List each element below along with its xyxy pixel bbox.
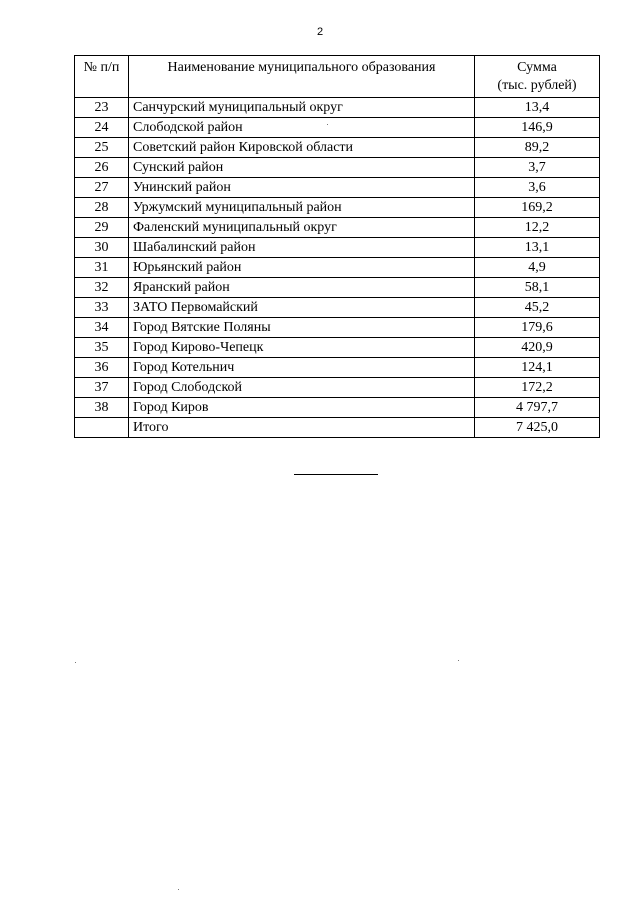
row-number-cell: 28 xyxy=(75,198,129,218)
row-number-cell: 24 xyxy=(75,118,129,138)
table-row xyxy=(75,218,600,238)
table-row xyxy=(75,158,600,178)
municipality-name-cell: Юрьянский район xyxy=(129,258,475,278)
allocation-table xyxy=(74,55,600,438)
municipality-name-cell: Город Котельнич xyxy=(129,358,475,378)
municipality-name-cell: Унинский район xyxy=(129,178,475,198)
row-number-cell: 34 xyxy=(75,318,129,338)
table-row xyxy=(75,338,600,358)
sum-cell: 124,1 xyxy=(475,358,600,378)
table-row xyxy=(75,318,600,338)
table-row xyxy=(75,398,600,418)
table-row xyxy=(75,278,600,298)
sum-cell: 12,2 xyxy=(475,218,600,238)
row-number-cell: 25 xyxy=(75,138,129,158)
row-number-cell: 35 xyxy=(75,338,129,358)
sum-cell: 169,2 xyxy=(475,198,600,218)
header-sum xyxy=(475,56,600,98)
sum-cell: 4,9 xyxy=(475,258,600,278)
table-row xyxy=(75,358,600,378)
municipality-name-cell: ЗАТО Первомайский xyxy=(129,298,475,318)
sum-cell: 146,9 xyxy=(475,118,600,138)
row-number-cell: 32 xyxy=(75,278,129,298)
table-total-row xyxy=(75,418,600,438)
municipality-name-cell: Фаленский муниципальный округ xyxy=(129,218,475,238)
municipality-name-cell: Шабалинский район xyxy=(129,238,475,258)
row-number-cell: 37 xyxy=(75,378,129,398)
row-number-cell: 30 xyxy=(75,238,129,258)
municipality-name-cell: Город Вятские Поляны xyxy=(129,318,475,338)
scan-speck xyxy=(327,124,328,125)
row-number-cell: 36 xyxy=(75,358,129,378)
scan-speck xyxy=(178,889,179,890)
sum-cell: 7 425,0 xyxy=(475,418,600,438)
table-row xyxy=(75,298,600,318)
row-number-cell: 26 xyxy=(75,158,129,178)
scan-speck xyxy=(458,660,459,661)
municipality-name-cell: Санчурский муниципальный округ xyxy=(129,98,475,118)
scan-speck xyxy=(75,662,76,663)
sum-cell: 89,2 xyxy=(475,138,600,158)
municipality-name-cell: Советский район Кировской области xyxy=(129,138,475,158)
page-number: 2 xyxy=(316,26,324,38)
header-number: № п/п xyxy=(75,56,129,98)
separator-line xyxy=(294,474,378,475)
row-number-cell: 38 xyxy=(75,398,129,418)
row-number-cell xyxy=(75,418,129,438)
table-row xyxy=(75,378,600,398)
sum-cell: 58,1 xyxy=(475,278,600,298)
table-row xyxy=(75,138,600,158)
table-row xyxy=(75,118,600,138)
sum-cell: 172,2 xyxy=(475,378,600,398)
sum-cell: 13,1 xyxy=(475,238,600,258)
header-sum-unit: (тыс. рублей) xyxy=(497,78,577,93)
table-row xyxy=(75,238,600,258)
table-row xyxy=(75,178,600,198)
row-number-cell: 33 xyxy=(75,298,129,318)
row-number-cell: 23 xyxy=(75,98,129,118)
sum-cell: 45,2 xyxy=(475,298,600,318)
municipality-name-cell: Уржумский муниципальный район xyxy=(129,198,475,218)
municipality-name-cell: Город Слободской xyxy=(129,378,475,398)
municipality-name-cell: Слободской район xyxy=(129,118,475,138)
table-row xyxy=(75,98,600,118)
sum-cell: 420,9 xyxy=(475,338,600,358)
sum-cell: 3,6 xyxy=(475,178,600,198)
header-sum-title: Сумма xyxy=(517,60,557,75)
sum-cell: 13,4 xyxy=(475,98,600,118)
municipality-name-cell: Город Кирово-Чепецк xyxy=(129,338,475,358)
municipality-name-cell: Яранский район xyxy=(129,278,475,298)
row-number-cell: 27 xyxy=(75,178,129,198)
municipality-name-cell: Сунский район xyxy=(129,158,475,178)
table-row xyxy=(75,258,600,278)
row-number-cell: 29 xyxy=(75,218,129,238)
table-header-row xyxy=(75,56,600,98)
sum-cell: 4 797,7 xyxy=(475,398,600,418)
header-municipality-name: Наименование муниципального образования xyxy=(129,56,475,98)
sum-cell: 3,7 xyxy=(475,158,600,178)
municipality-name-cell: Город Киров xyxy=(129,398,475,418)
sum-cell: 179,6 xyxy=(475,318,600,338)
row-number-cell: 31 xyxy=(75,258,129,278)
table-row xyxy=(75,198,600,218)
municipality-name-cell: Итого xyxy=(129,418,475,438)
